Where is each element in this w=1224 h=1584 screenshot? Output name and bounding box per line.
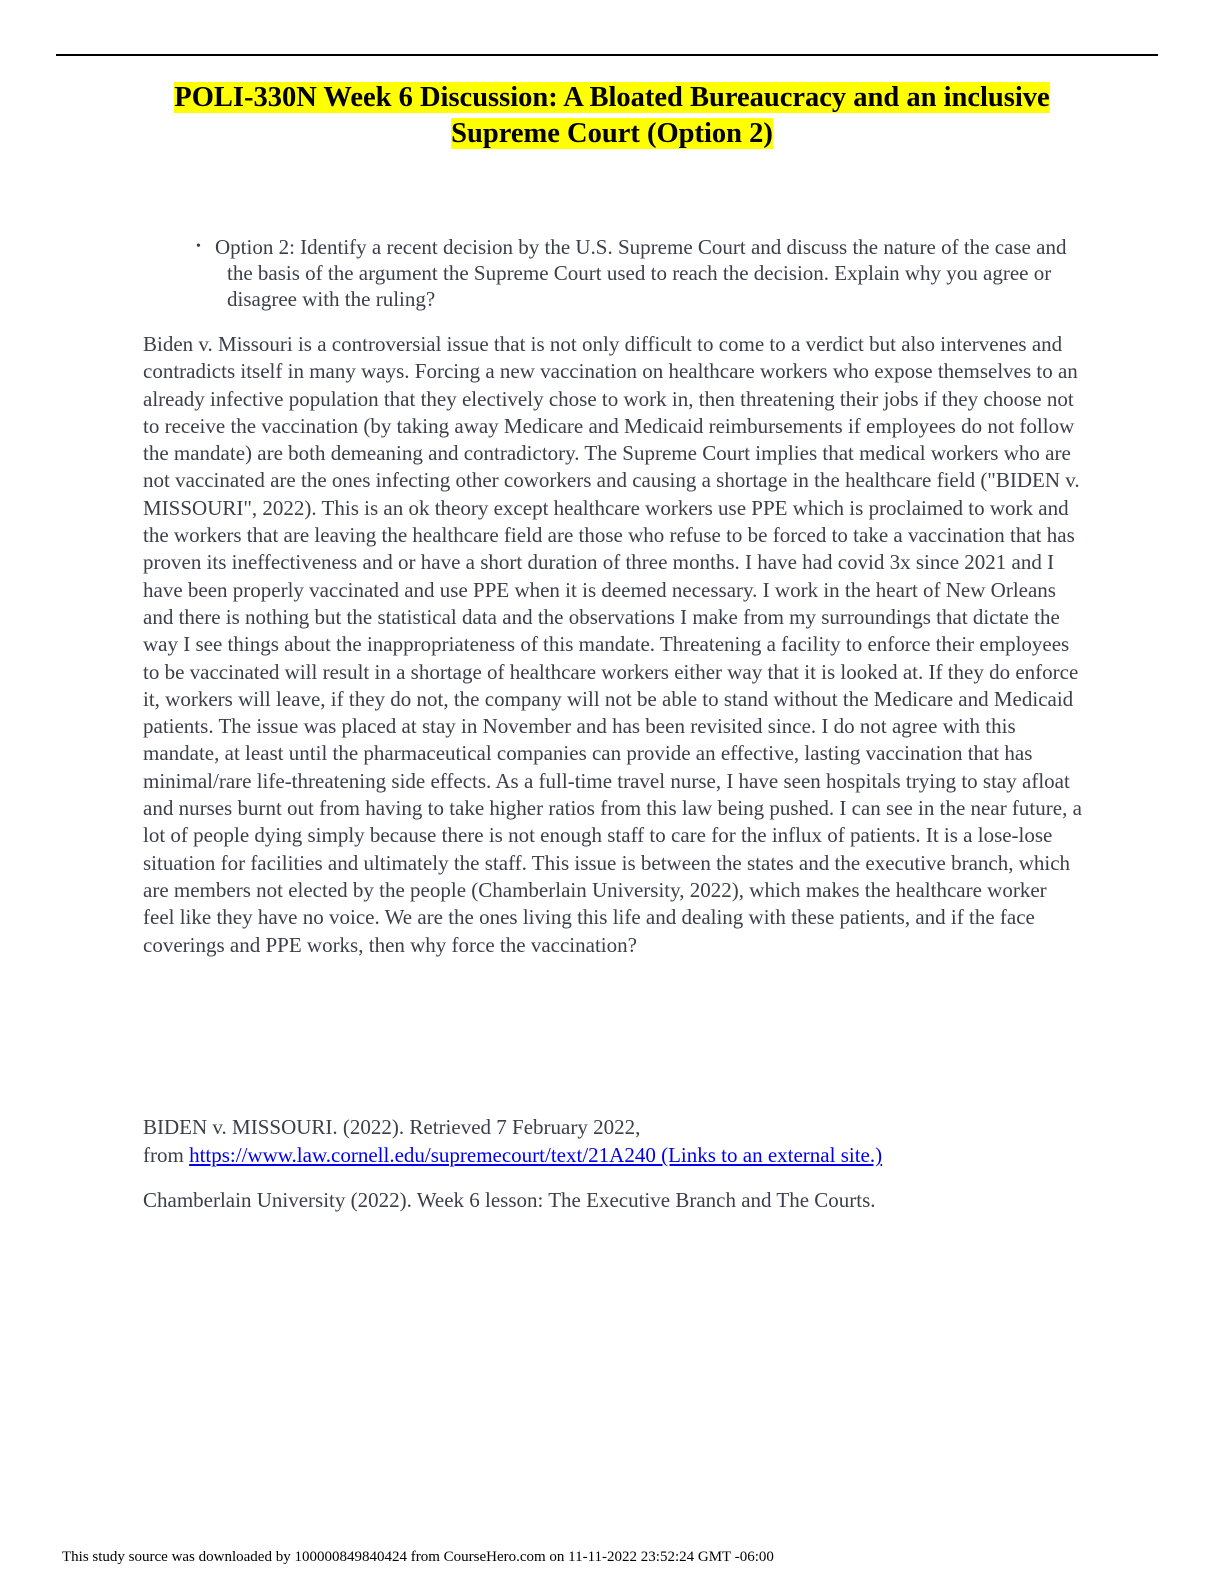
reference-1-line2 (143, 1141, 1083, 1169)
top-divider (56, 54, 1158, 56)
reference-1-line1: BIDEN v. MISSOURI. (2022). Retrieved 7 February 2022, (143, 1115, 641, 1139)
page-title (60, 80, 1164, 152)
bullet-icon: • (196, 239, 201, 254)
download-footer: This study source was downloaded by 100000849840424 from CourseHero.com on 11-11-2022 23:52:24 GMT -06:00 (62, 1549, 774, 1565)
prompt-text: Option 2: Identify a recent decision by the U.S. Supreme Court and discuss the nature of the case and the basis of the argument the Supreme Court used to reach the decision. Explain why you agree or disagree with the ruling? (215, 235, 1067, 311)
reference-1-from: from (143, 1143, 190, 1167)
reference-list (143, 1113, 1083, 1169)
reference-2: Chamberlain University (2022). Week 6 lesson: The Executive Branch and The Courts. (143, 1188, 876, 1212)
discussion-prompt (196, 234, 1076, 312)
essay-body: Biden v. Missouri is a controversial issue that is not only difficult to come to a verdict but also intervenes and contradicts itself in many ways. Forcing a new vaccination on healthcare workers who expose themselves to an already infective population that they electively chose to work in, then threatening their jobs if they choose not to receive the vaccination (by taking away Medicare and Medicaid reimbursements if employees do not follow the mandate) are both demeaning and contradictory. The Supreme Court implies that medical workers who are not vaccinated are the ones infecting other coworkers and causing a shortage in the healthcare field ("BIDEN v. MISSOURI", 2022). This is an ok theory except healthcare workers use PPE which is proclaimed to work and the workers that are leaving the healthcare field are those who refuse to be forced to take a vaccination that has proven its ineffectiveness and or have a short duration of three months. I have had covid 3x since 2021 and I have been properly vaccinated and use PPE when it is deemed necessary. I work in the heart of New Orleans and there is nothing but the statistical data and the observations I make from my surroundings that dictate the way I see things about the inappropriateness of this mandate. Threatening a facility to enforce their employees to be vaccinated will result in a shortage of healthcare workers either way that it is looked at. If they do enforce it, workers will leave, if they do not, the company will not be able to stand without the Medicare and Medicaid patients. The issue was placed at stay in November and has been revisited since. I do not agree with this mandate, at least until the pharmaceutical companies can provide an effective, lasting vaccination that has minimal/rare life-threatening side effects. As a full-time travel nurse, I have seen hospitals trying to stay afloat and nurses burnt out from having to take higher ratios from this law being pushed. I can see in the near future, a lot of people dying simply because there is not enough staff to care for the influx of patients. It is a lose-lose situation for facilities and ultimately the staff. This issue is between the states and the executive branch, which are members not elected by the people (Chamberlain University, 2022), which makes the healthcare worker feel like they have no voice. We are the ones living this life and dealing with these patients, and if the face coverings and PPE works, then why force the vaccination? (143, 332, 1082, 957)
reference-1-link[interactable]: https://www.law.cornell.edu/supremecourt/text/21A240 (Links to an external site.) (189, 1143, 883, 1167)
page-title-line1: POLI-330N Week 6 Discussion: A Bloated Bureaucracy and an inclusive (174, 82, 1050, 113)
page-title-line2: Supreme Court (Option 2) (451, 118, 773, 149)
